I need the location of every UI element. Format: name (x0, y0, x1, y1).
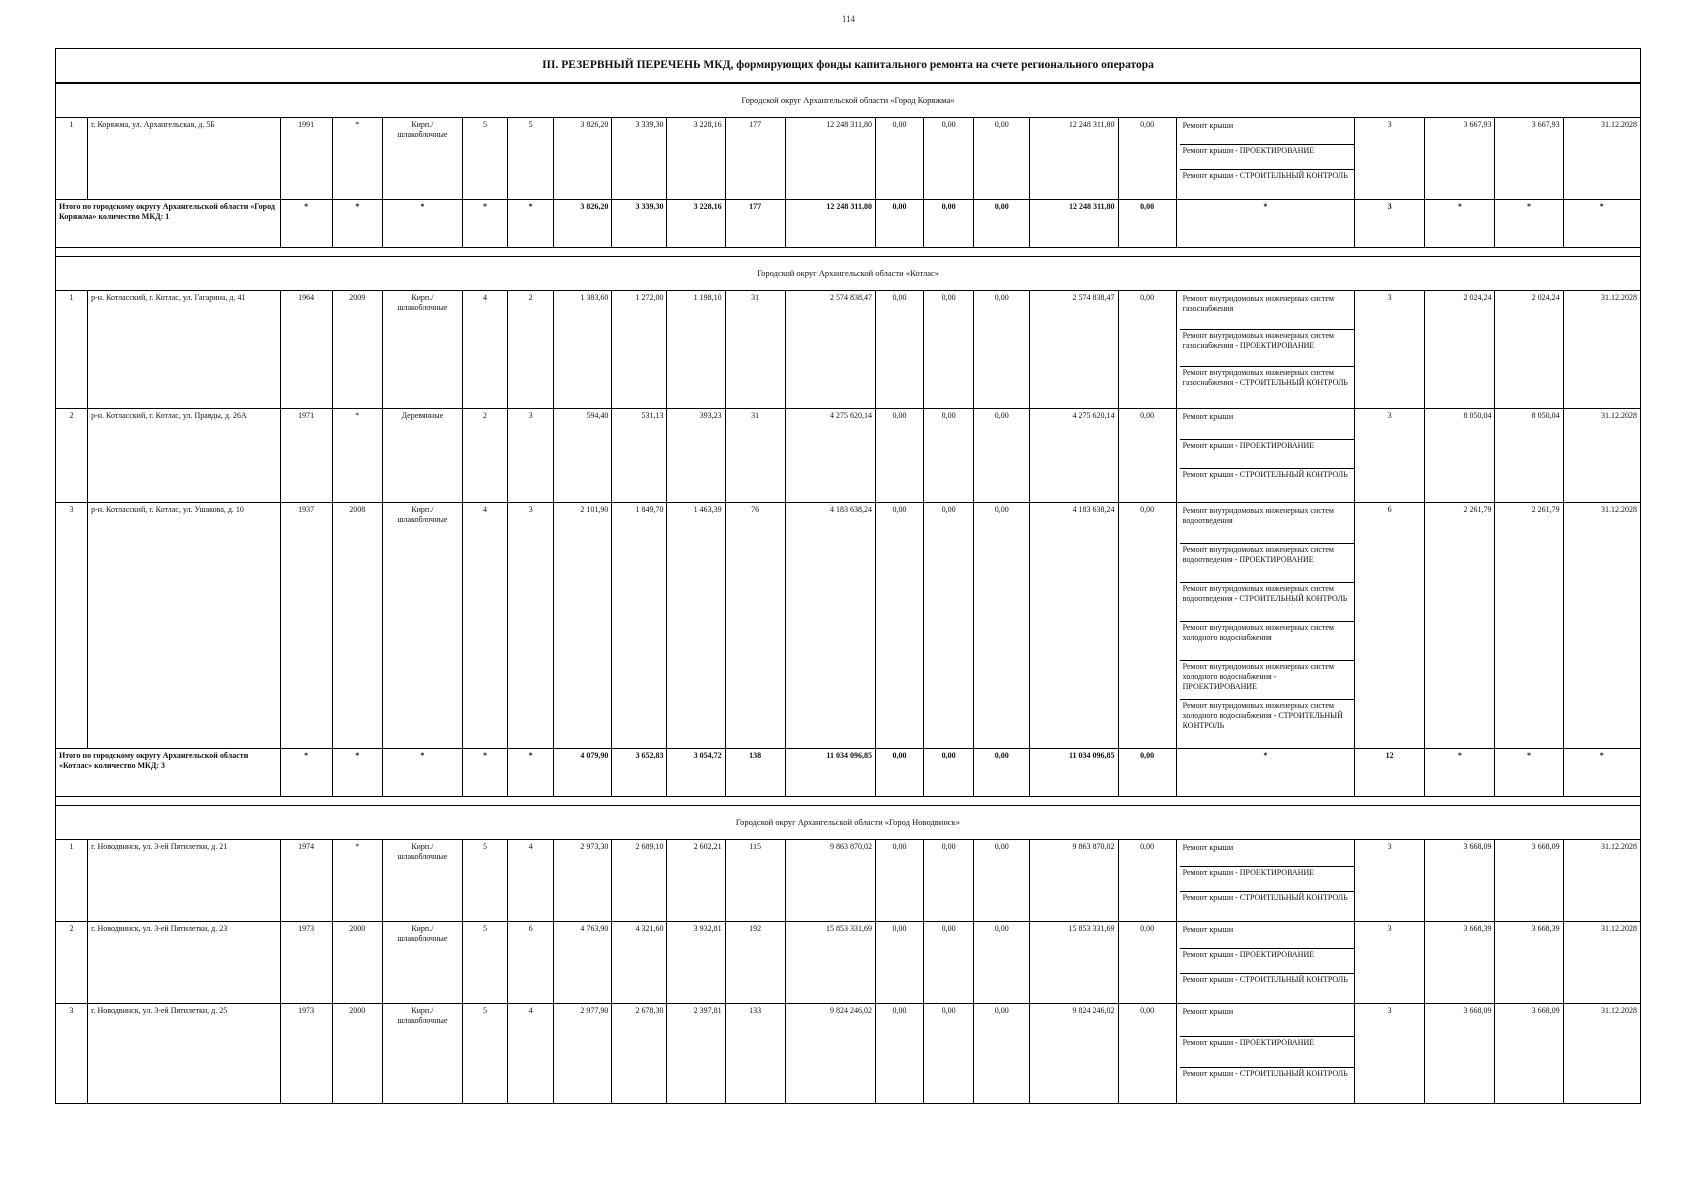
table-row (56, 118, 1641, 200)
total-area-owned: 3 054,72 (667, 749, 725, 797)
page-number: 114 (841, 14, 856, 24)
cost-local: 0,00 (974, 922, 1030, 1004)
area-total: 2 101,90 (554, 503, 612, 749)
area-residential: 1 272,00 (612, 291, 667, 409)
area-residential: 1 849,70 (612, 503, 667, 749)
work-item: Ремонт крыши - ПРОЕКТИРОВАНИЕ (1180, 867, 1354, 892)
works-list (1176, 291, 1354, 409)
work-item: Ремонт внутридомовых инженерных систем холодного водоснабжения - ПРОЕКТИРОВАНИЕ (1180, 661, 1354, 700)
year-overhaul: 2000 (332, 922, 382, 1004)
total-residents: 177 (725, 200, 785, 248)
cost-total: 12 248 311,80 (785, 118, 875, 200)
section-gap (56, 797, 1641, 806)
completion-date: 31.12.2028 (1563, 922, 1640, 1004)
works-count: 3 (1355, 922, 1425, 1004)
total-area-total: 4 079,90 (554, 749, 612, 797)
residents: 133 (725, 1004, 785, 1104)
year-overhaul: * (332, 118, 382, 200)
area-owned: 2 397,81 (667, 1004, 725, 1104)
residents: 31 (725, 291, 785, 409)
total-placeholder: * (382, 749, 462, 797)
total-placeholder: * (332, 200, 382, 248)
cost-federal: 0,00 (875, 503, 923, 749)
cost-local: 0,00 (974, 118, 1030, 200)
work-item: Ремонт крыши (1180, 1006, 1354, 1037)
area-owned: 3 932,81 (667, 922, 725, 1004)
cost-other: 0,00 (1118, 1004, 1176, 1104)
total-placeholder: * (280, 200, 332, 248)
total-placeholder: * (1563, 200, 1640, 248)
area-owned: 3 228,16 (667, 118, 725, 200)
works-list (1176, 840, 1354, 922)
row-number: 2 (56, 409, 88, 503)
year-overhaul: 2009 (332, 291, 382, 409)
table-row (56, 503, 1641, 749)
work-item: Ремонт крыши (1180, 411, 1354, 440)
wall-material: Кирп./ шлакоблочные (382, 922, 462, 1004)
floors: 5 (462, 118, 507, 200)
work-item: Ремонт внутридомовых инженерных систем холодного водоснабжения - СТРОИТЕЛЬНЫЙ КОНТРОЛЬ (1182, 701, 1343, 730)
works-list (1176, 409, 1354, 503)
works-count: 3 (1355, 118, 1425, 200)
work-item: Ремонт крыши - ПРОЕКТИРОВАНИЕ (1180, 1037, 1354, 1068)
gap-cell (56, 797, 1641, 806)
total-cost: 11 034 096,85 (785, 749, 875, 797)
year-built: 1964 (280, 291, 332, 409)
cost-local: 0,00 (974, 1004, 1030, 1104)
total-placeholder: * (1425, 200, 1495, 248)
residents: 192 (725, 922, 785, 1004)
total-placeholder: * (508, 749, 554, 797)
wall-material: Кирп./ шлакоблочные (382, 840, 462, 922)
district-header-row (56, 806, 1641, 840)
total-works-count: 3 (1355, 200, 1425, 248)
total-cost-federal: 0,00 (875, 749, 923, 797)
cost-total: 9 863 870,02 (785, 840, 875, 922)
works-count: 3 (1355, 409, 1425, 503)
row-number: 3 (56, 503, 88, 749)
total-cost-other: 0,00 (1118, 200, 1176, 248)
cost-regional: 0,00 (924, 291, 974, 409)
cost-regional: 0,00 (924, 840, 974, 922)
cost-local: 0,00 (974, 840, 1030, 922)
district-name: Городской округ Архангельской области «Котлас» (56, 257, 1641, 291)
area-residential: 3 339,30 (612, 118, 667, 200)
work-item: Ремонт крыши (1180, 924, 1354, 949)
gap-cell (56, 248, 1641, 257)
cost-regional: 0,00 (924, 1004, 974, 1104)
cost-local: 0,00 (974, 503, 1030, 749)
works-list (1176, 922, 1354, 1004)
unit-cost-limit: 2 024,24 (1495, 291, 1563, 409)
unit-cost: 2 261,79 (1425, 503, 1495, 749)
address: г. Коряжма, ул. Архангельская, д. 5Б (88, 118, 280, 200)
floors: 4 (462, 503, 507, 749)
entrances: 3 (508, 503, 554, 749)
district-name: Городской округ Архангельской области «Город Новодвинск» (56, 806, 1641, 840)
total-placeholder: * (508, 200, 554, 248)
total-placeholder: * (1425, 749, 1495, 797)
wall-material: Деревянные (382, 409, 462, 503)
cost-regional: 0,00 (924, 118, 974, 200)
area-residential: 4 321,60 (612, 922, 667, 1004)
unit-cost-limit: 3 668,09 (1495, 840, 1563, 922)
cost-regional: 0,00 (924, 922, 974, 1004)
completion-date: 31.12.2028 (1563, 291, 1640, 409)
total-area-owned: 3 228,16 (667, 200, 725, 248)
cost-federal: 0,00 (875, 409, 923, 503)
work-item: Ремонт внутридомовых инженерных систем водоотведения (1180, 505, 1354, 544)
table-row (56, 922, 1641, 1004)
year-built: 1991 (280, 118, 332, 200)
year-overhaul: 2000 (332, 1004, 382, 1104)
cost-other: 0,00 (1118, 922, 1176, 1004)
area-total: 4 763,90 (554, 922, 612, 1004)
cost-total: 2 574 838,47 (785, 291, 875, 409)
works-list (1176, 118, 1354, 200)
total-area-total: 3 826,20 (554, 200, 612, 248)
floors: 4 (462, 291, 507, 409)
total-residents: 138 (725, 749, 785, 797)
area-owned: 1 198,10 (667, 291, 725, 409)
year-overhaul: 2008 (332, 503, 382, 749)
cost-owners: 15 853 331,69 (1030, 922, 1118, 1004)
cost-other: 0,00 (1118, 409, 1176, 503)
total-cost-local: 0,00 (974, 749, 1030, 797)
work-item: Ремонт крыши - СТРОИТЕЛЬНЫЙ КОНТРОЛЬ (1182, 975, 1348, 984)
unit-cost-limit: 2 261,79 (1495, 503, 1563, 749)
district-total-row (56, 749, 1641, 797)
year-overhaul: * (332, 409, 382, 503)
address: г. Новодвинск, ул. 3-ей Пятилетки, д. 21 (88, 840, 280, 922)
cost-regional: 0,00 (924, 409, 974, 503)
year-built: 1973 (280, 1004, 332, 1104)
district-header-row (56, 257, 1641, 291)
table-row (56, 409, 1641, 503)
cost-owners: 4 183 638,24 (1030, 503, 1118, 749)
floors: 5 (462, 840, 507, 922)
cost-owners: 2 574 838,47 (1030, 291, 1118, 409)
total-cost-owners: 11 034 096,85 (1030, 749, 1118, 797)
total-area-residential: 3 339,30 (612, 200, 667, 248)
work-item: Ремонт внутридомовых инженерных систем газоснабжения - ПРОЕКТИРОВАНИЕ (1180, 330, 1354, 367)
district-name: Городской округ Архангельской области «Город Коряжма» (56, 84, 1641, 118)
register-table (55, 83, 1641, 1104)
works-count: 3 (1355, 1004, 1425, 1104)
total-cost-owners: 12 248 311,80 (1030, 200, 1118, 248)
total-placeholder: * (462, 200, 507, 248)
unit-cost-limit: 3 668,39 (1495, 922, 1563, 1004)
address: г. Новодвинск, ул. 3-ей Пятилетки, д. 25 (88, 1004, 280, 1104)
entrances: 3 (508, 409, 554, 503)
cost-federal: 0,00 (875, 1004, 923, 1104)
section-gap (56, 248, 1641, 257)
area-owned: 393,23 (667, 409, 725, 503)
area-owned: 1 463,39 (667, 503, 725, 749)
cost-federal: 0,00 (875, 840, 923, 922)
cost-other: 0,00 (1118, 503, 1176, 749)
residents: 115 (725, 840, 785, 922)
year-built: 1973 (280, 922, 332, 1004)
cost-other: 0,00 (1118, 840, 1176, 922)
area-total: 3 826,20 (554, 118, 612, 200)
floors: 5 (462, 922, 507, 1004)
year-built: 1971 (280, 409, 332, 503)
works-count: 3 (1355, 291, 1425, 409)
residents: 31 (725, 409, 785, 503)
area-total: 594,40 (554, 409, 612, 503)
cost-federal: 0,00 (875, 922, 923, 1004)
cost-regional: 0,00 (924, 503, 974, 749)
total-placeholder: * (332, 749, 382, 797)
address: р-н. Котласский, г. Котлас, ул. Ушакова, д. 10 (88, 503, 280, 749)
works-count: 3 (1355, 840, 1425, 922)
table-row (56, 1004, 1641, 1104)
total-cost-regional: 0,00 (924, 749, 974, 797)
floors: 2 (462, 409, 507, 503)
total-placeholder: * (1495, 749, 1563, 797)
entrances: 6 (508, 922, 554, 1004)
unit-cost-limit: 8 050,04 (1495, 409, 1563, 503)
completion-date: 31.12.2028 (1563, 1004, 1640, 1104)
register-sheet (55, 48, 1641, 1104)
total-placeholder: * (1563, 749, 1640, 797)
cost-total: 4 275 620,14 (785, 409, 875, 503)
area-total: 1 383,60 (554, 291, 612, 409)
wall-material: Кирп./ шлакоблочные (382, 118, 462, 200)
residents: 76 (725, 503, 785, 749)
work-item: Ремонт внутридомовых инженерных систем водоотведения - ПРОЕКТИРОВАНИЕ (1180, 544, 1354, 583)
cost-owners: 9 824 246,02 (1030, 1004, 1118, 1104)
work-item: Ремонт внутридомовых инженерных систем холодного водоснабжения (1180, 622, 1354, 661)
address: р-н. Котласский, г. Котлас, ул. Гагарина, д. 41 (88, 291, 280, 409)
total-cost-local: 0,00 (974, 200, 1030, 248)
row-number: 1 (56, 840, 88, 922)
residents: 177 (725, 118, 785, 200)
work-item: Ремонт крыши - ПРОЕКТИРОВАНИЕ (1180, 145, 1354, 170)
total-cost-other: 0,00 (1118, 749, 1176, 797)
wall-material: Кирп./ шлакоблочные (382, 503, 462, 749)
completion-date: 31.12.2028 (1563, 503, 1640, 749)
entrances: 2 (508, 291, 554, 409)
cost-total: 9 824 246,02 (785, 1004, 875, 1104)
work-item: Ремонт крыши - СТРОИТЕЛЬНЫЙ КОНТРОЛЬ (1182, 1069, 1348, 1078)
works-list (1176, 503, 1354, 749)
works-list (1176, 1004, 1354, 1104)
floors: 5 (462, 1004, 507, 1104)
cost-owners: 4 275 620,14 (1030, 409, 1118, 503)
work-item: Ремонт крыши - ПРОЕКТИРОВАНИЕ (1180, 949, 1354, 974)
table-row (56, 291, 1641, 409)
total-cost-federal: 0,00 (875, 200, 923, 248)
row-number: 2 (56, 922, 88, 1004)
total-placeholder: * (280, 749, 332, 797)
completion-date: 31.12.2028 (1563, 840, 1640, 922)
total-area-residential: 3 652,83 (612, 749, 667, 797)
cost-total: 4 183 638,24 (785, 503, 875, 749)
area-residential: 531,13 (612, 409, 667, 503)
total-placeholder: * (462, 749, 507, 797)
work-item: Ремонт крыши - СТРОИТЕЛЬНЫЙ КОНТРОЛЬ (1182, 171, 1348, 180)
area-residential: 2 689,10 (612, 840, 667, 922)
row-number: 1 (56, 291, 88, 409)
unit-cost: 8 050,04 (1425, 409, 1495, 503)
row-number: 1 (56, 118, 88, 200)
row-number: 3 (56, 1004, 88, 1104)
cost-local: 0,00 (974, 409, 1030, 503)
entrances: 5 (508, 118, 554, 200)
area-total: 2 973,30 (554, 840, 612, 922)
year-overhaul: * (332, 840, 382, 922)
year-built: 1937 (280, 503, 332, 749)
total-label: Итого по городскому округу Архангельской области «Город Коряжма» количество МКД: 1 (56, 200, 281, 248)
work-item: Ремонт крыши (1180, 842, 1354, 867)
completion-date: 31.12.2028 (1563, 409, 1640, 503)
total-works-count: 12 (1355, 749, 1425, 797)
cost-other: 0,00 (1118, 118, 1176, 200)
total-placeholder: * (382, 200, 462, 248)
wall-material: Кирп./ шлакоблочные (382, 291, 462, 409)
work-item: Ремонт внутридомовых инженерных систем газоснабжения - СТРОИТЕЛЬНЫЙ КОНТРОЛЬ (1182, 368, 1348, 387)
work-item: Ремонт крыши - СТРОИТЕЛЬНЫЙ КОНТРОЛЬ (1182, 893, 1348, 902)
work-item: Ремонт внутридомовых инженерных систем газоснабжения (1180, 293, 1354, 330)
cost-local: 0,00 (974, 291, 1030, 409)
total-cost: 12 248 311,80 (785, 200, 875, 248)
district-total-row (56, 200, 1641, 248)
cost-total: 15 853 331,69 (785, 922, 875, 1004)
year-built: 1974 (280, 840, 332, 922)
unit-cost: 3 668,39 (1425, 922, 1495, 1004)
unit-cost: 2 024,24 (1425, 291, 1495, 409)
cost-owners: 12 248 311,80 (1030, 118, 1118, 200)
total-placeholder: * (1495, 200, 1563, 248)
unit-cost: 3 668,09 (1425, 1004, 1495, 1104)
unit-cost-limit: 3 668,09 (1495, 1004, 1563, 1104)
works-count: 6 (1355, 503, 1425, 749)
work-item: Ремонт крыши - СТРОИТЕЛЬНЫЙ КОНТРОЛЬ (1182, 470, 1348, 479)
address: р-н. Котласский, г. Котлас, ул. Правды, д. 26А (88, 409, 280, 503)
address: г. Новодвинск, ул. 3-ей Пятилетки, д. 23 (88, 922, 280, 1004)
district-header-row (56, 84, 1641, 118)
page-title: III. РЕЗЕРВНЫЙ ПЕРЕЧЕНЬ МКД, формирующих фонды капитального ремонта на счете регионального оператора (55, 48, 1641, 83)
unit-cost: 3 668,09 (1425, 840, 1495, 922)
area-residential: 2 678,30 (612, 1004, 667, 1104)
cost-owners: 9 863 870,02 (1030, 840, 1118, 922)
work-item: Ремонт внутридомовых инженерных систем водоотведения - СТРОИТЕЛЬНЫЙ КОНТРОЛЬ (1180, 583, 1354, 622)
area-total: 2 977,90 (554, 1004, 612, 1104)
cost-federal: 0,00 (875, 118, 923, 200)
work-item: Ремонт крыши (1180, 120, 1354, 145)
work-item: Ремонт крыши - ПРОЕКТИРОВАНИЕ (1180, 440, 1354, 469)
cost-federal: 0,00 (875, 291, 923, 409)
total-label: Итого по городскому округу Архангельской области «Котлас» количество МКД: 3 (56, 749, 281, 797)
cost-other: 0,00 (1118, 291, 1176, 409)
area-owned: 2 602,21 (667, 840, 725, 922)
wall-material: Кирп./ шлакоблочные (382, 1004, 462, 1104)
entrances: 4 (508, 840, 554, 922)
total-placeholder: * (1176, 749, 1354, 797)
table-row (56, 840, 1641, 922)
total-cost-regional: 0,00 (924, 200, 974, 248)
unit-cost-limit: 3 667,93 (1495, 118, 1563, 200)
total-placeholder: * (1176, 200, 1354, 248)
entrances: 4 (508, 1004, 554, 1104)
completion-date: 31.12.2028 (1563, 118, 1640, 200)
unit-cost: 3 667,93 (1425, 118, 1495, 200)
